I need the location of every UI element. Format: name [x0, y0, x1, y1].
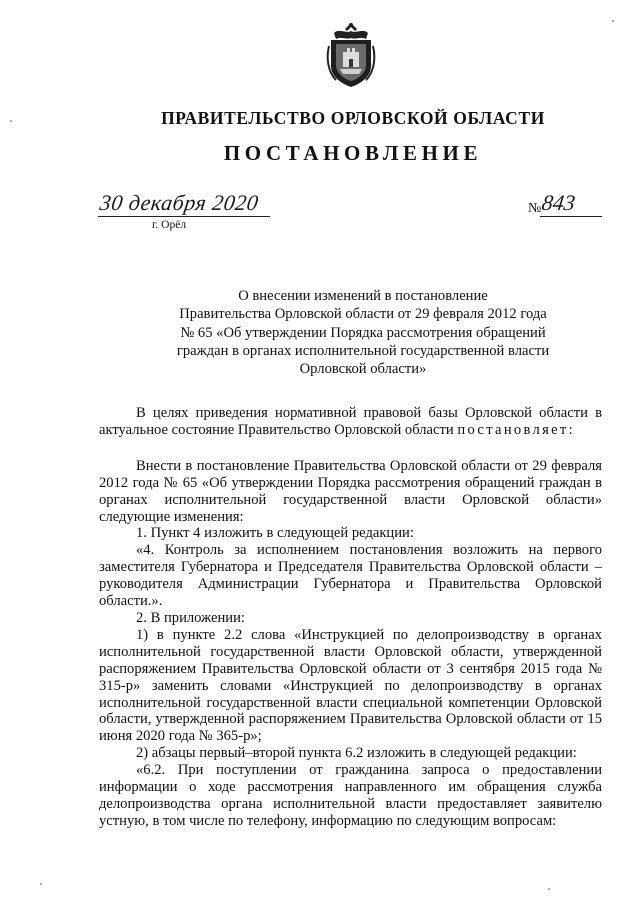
- document-subject: [140, 287, 586, 378]
- paragraph: «4. Контроль за исполнением постановления возложить на первого заместителя Губернатора и Председателя Правительства Орловской области – руководителя Администрации Губернатора и Правительства Орловской области.».: [99, 542, 602, 610]
- paragraph: 1) в пункте 2.2 слова «Инструкцией по делопроизводству в органах исполнительной государственной власти Орловской области, утвержденной распоряжением Правительства Орловской области от 3 сентября 2015 года № 315-р» заменить словами «Инструкцией по делопроизводству в органах исполнительной государственной власти специальной компетенции Орловской области, утвержденной распоряжением Правительства Орловской области от 15 июня 2020 года № 365-р»;: [99, 626, 602, 745]
- paragraph: Внести в постановление Правительства Орловской области от 29 февраля 2012 года № 65 «Об утверждении Порядка рассмотрения обращений граждан в органах исполнительной государственной власти Орловской области» следующие изменения:: [99, 457, 602, 525]
- paragraph: «6.2. При поступлении от гражданина запроса о предоставлении информации о ходе рассмотрения направленного им обращения служба делопроизводства органа исполнительной власти предоставляет заявителю устную, в том числе по телефону, информацию по следующим вопросам:: [99, 762, 602, 829]
- date-underline: [98, 216, 270, 217]
- intro-paragraph: [99, 405, 602, 439]
- government-title: ПРАВИТЕЛЬСТВО ОРЛОВСКОЙ ОБЛАСТИ: [161, 108, 545, 128]
- city-label: г. Орёл: [152, 219, 187, 231]
- intro-text: В целях приведения нормативной правовой базы Орловской области в актуальное состояние Правительство Орловской области: [99, 405, 602, 438]
- subject-line: Орловской области»: [299, 361, 427, 378]
- handwritten-number: 843: [540, 190, 577, 215]
- scan-speck: [10, 120, 12, 122]
- document-body: [99, 405, 602, 830]
- scan-speck: [612, 20, 614, 22]
- paragraph: 2. В приложении:: [136, 609, 245, 626]
- scan-speck: [40, 883, 42, 885]
- subject-line: граждан в органах исполнительной государственной власти: [176, 342, 550, 359]
- paragraph: 1. Пункт 4 изложить в следующей редакции:: [136, 525, 414, 542]
- handwritten-date: 30 декабря 2020: [98, 190, 261, 215]
- decree-word: постановляет:: [457, 421, 575, 438]
- document-type-title: ПОСТАНОВЛЕНИЕ: [223, 141, 483, 165]
- subject-line: № 65 «Об утверждении Порядка рассмотрения обращений: [180, 324, 546, 341]
- coat-of-arms-icon: [326, 22, 376, 88]
- paragraph: 2) абзацы первый–второй пункта 6.2 изложить в следующей редакции:: [136, 745, 577, 762]
- number-label: №: [528, 201, 542, 216]
- number-underline: [540, 216, 602, 217]
- scan-speck: [548, 888, 550, 890]
- subject-line: Правительства Орловской области от 29 февраля 2012 года: [179, 306, 547, 323]
- subject-line: О внесении изменений в постановление: [238, 288, 488, 304]
